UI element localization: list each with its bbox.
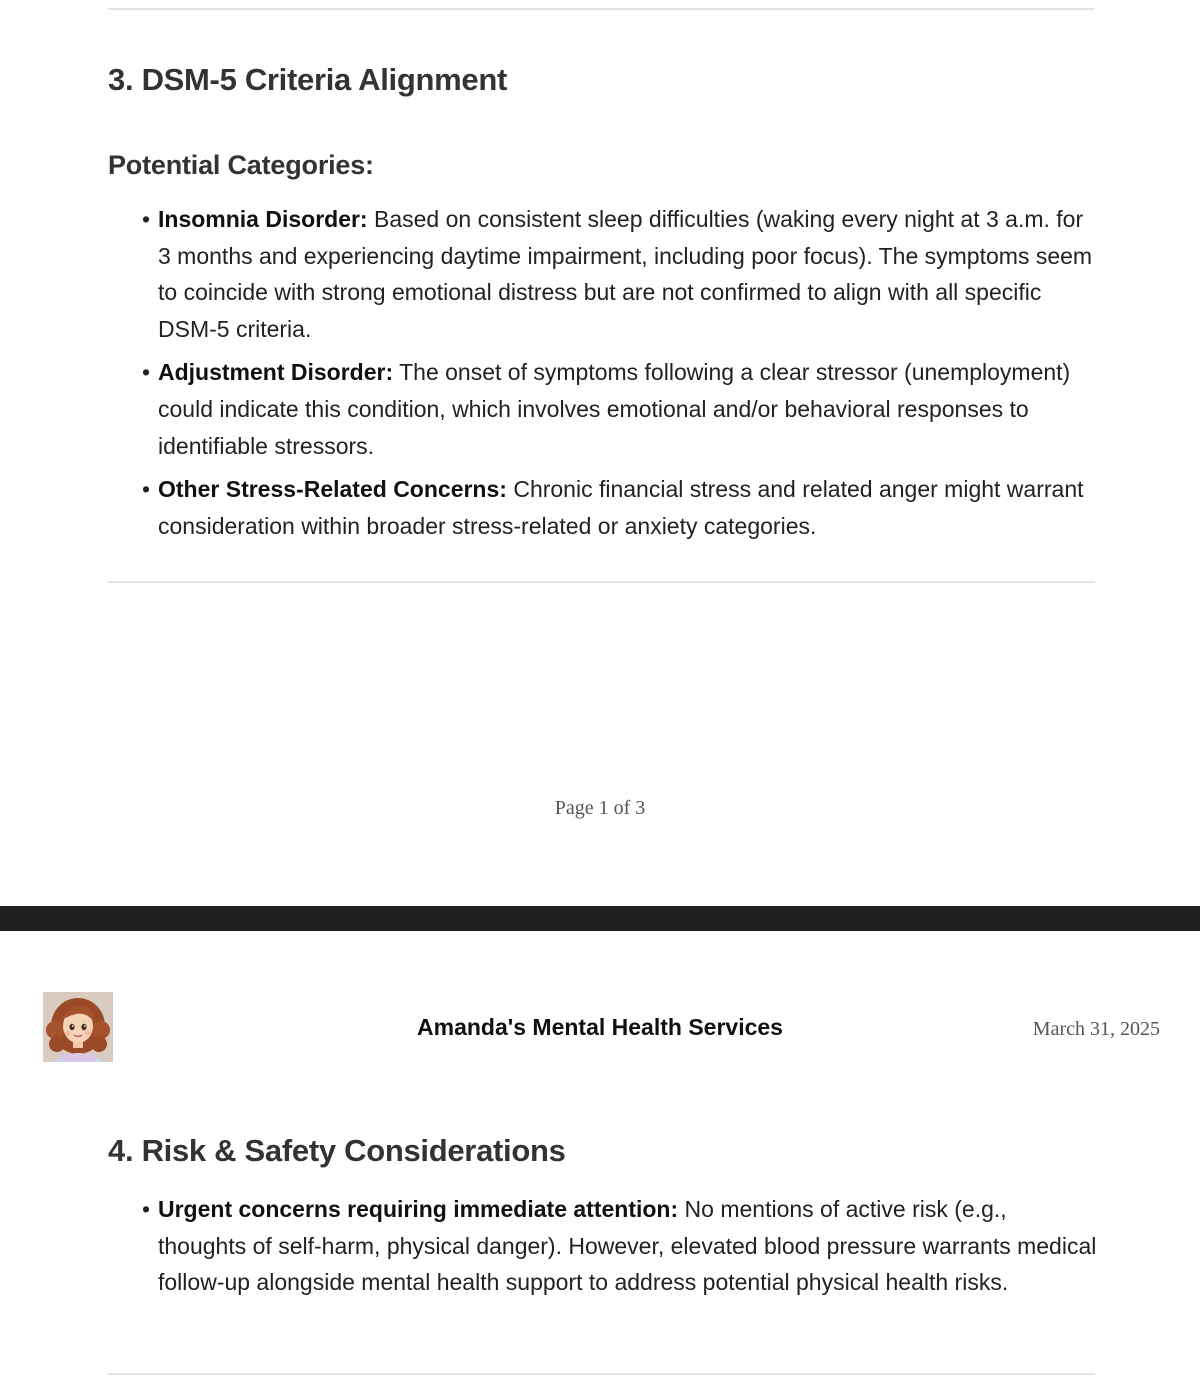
risk-safety-list [140,1191,1100,1308]
item-text: Based on consistent sleep difficulties (waking every night at 3 a.m. for 3 months and experiencing daytime impairment, including poor focus). The symptoms seem to coincide with strong emotional distress but are not confirmed to align with all specific DSM-5 criteria. [158,206,1093,342]
list-item-urgent-concerns [140,1191,1100,1301]
subsection-title-potential-categories: Potential Categories: [108,150,374,180]
item-text: No mentions of active risk (e.g., thoughts of self-harm, physical danger). However, elevated blood pressure warrants medical follow-up alongside mental health support to address potential physical health risks. [158,1196,1097,1296]
item-label: Adjustment Disorder: [158,359,394,386]
item-label: Urgent concerns requiring immediate attention: [158,1196,679,1222]
list-item-adjustment [140,354,1100,464]
item-label: Insomnia Disorder: [158,206,368,232]
list-item-insomnia [140,201,1100,347]
potential-categories-list [140,201,1100,551]
item-text: The onset of symptoms following a clear stressor (unemployment) could indicate this condition, which involves emotional and/or behavioral responses to identifiable stressors. [158,359,1071,459]
bullet-icon: • [142,206,151,232]
page-separator [0,906,1200,931]
section-title-risk-safety: 4. Risk & Safety Considerations [108,1133,566,1168]
item-label: Other Stress-Related Concerns: [158,476,507,503]
divider [108,1373,1095,1375]
bullet-icon: • [142,359,151,386]
report-date: March 31, 2025 [1032,1018,1160,1040]
page-number: Page 1 of 3 [554,797,646,819]
divider [108,8,1095,10]
list-item-stress-related [140,471,1100,544]
section-title-dsm5: 3. DSM-5 Criteria Alignment [108,62,507,97]
item-text: Chronic financial stress and related anger might warrant consideration within broader stress-related or anxiety categories. [158,476,1084,539]
practice-name-header: Amanda's Mental Health Services [417,1014,783,1040]
divider [108,581,1095,583]
bullet-icon: • [142,476,151,503]
bullet-icon: • [142,1196,151,1222]
